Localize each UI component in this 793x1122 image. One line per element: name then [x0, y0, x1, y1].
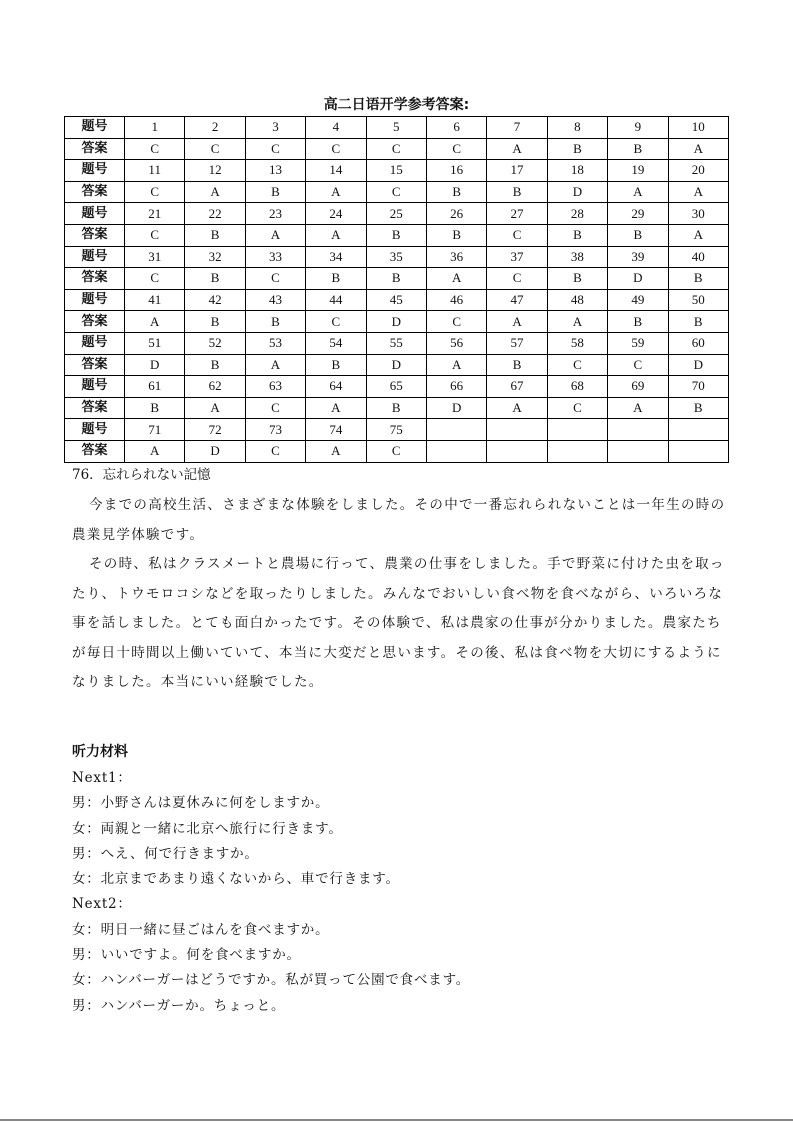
question-number-cell: 46 [426, 289, 486, 311]
answer-cell: B [185, 268, 245, 290]
question-number-cell: 33 [245, 246, 305, 268]
answer-cell: A [306, 224, 366, 246]
answer-cell: A [426, 354, 486, 376]
question-number-row-label: 题号 [65, 117, 125, 139]
answer-cell: A [306, 181, 366, 203]
question-number-cell [668, 419, 728, 441]
question-number-cell: 30 [668, 203, 728, 225]
question-number-cell: 55 [366, 332, 426, 354]
transcript-line: 男：へえ、何で行きますか。 [72, 845, 259, 862]
question-number-cell: 16 [426, 160, 486, 182]
transcript-line: 女：ハンバーガーはどうですか。私が買って公園で食べます。 [72, 972, 471, 989]
answer-cell: B [185, 354, 245, 376]
question-number-row-label: 题号 [65, 160, 125, 182]
answer-cell: B [668, 268, 728, 290]
answer-cell: A [245, 354, 305, 376]
question-number-cell: 52 [185, 332, 245, 354]
answer-cell: C [366, 181, 426, 203]
answer-cell: C [245, 440, 305, 462]
answer-cell: D [366, 311, 426, 333]
answer-cell: A [185, 181, 245, 203]
question-number-cell: 14 [306, 160, 366, 182]
transcript-line: 男：いいですよ。何を食べますか。 [72, 947, 301, 964]
answer-row [65, 268, 729, 290]
transcript-line: 女：明日一緒に昼ごはんを食べますか。 [72, 921, 330, 938]
question-number-cell: 37 [487, 246, 547, 268]
answer-cell: D [426, 397, 486, 419]
question-number-cell: 35 [366, 246, 426, 268]
question-number-row-label: 题号 [65, 376, 125, 398]
question-number-cell: 64 [306, 376, 366, 398]
answer-cell: C [366, 440, 426, 462]
answer-cell: A [306, 397, 366, 419]
answer-row-label: 答案 [65, 268, 125, 290]
answer-cell: C [426, 311, 486, 333]
answer-cell: B [245, 181, 305, 203]
question-number-cell: 56 [426, 332, 486, 354]
answer-row [65, 224, 729, 246]
answer-cell: B [245, 311, 305, 333]
answer-cell: B [608, 311, 668, 333]
answer-row-label: 答案 [65, 138, 125, 160]
answer-cell: C [487, 224, 547, 246]
answer-cell: C [245, 268, 305, 290]
question-number-row-label: 题号 [65, 246, 125, 268]
answer-cell: B [608, 138, 668, 160]
question-number-cell: 34 [306, 246, 366, 268]
question-number-cell: 63 [245, 376, 305, 398]
question-number-cell: 69 [608, 376, 668, 398]
question-number-cell: 29 [608, 203, 668, 225]
question-number-cell: 32 [185, 246, 245, 268]
question-number-cell: 36 [426, 246, 486, 268]
answer-cell: B [547, 138, 607, 160]
question-number-cell: 58 [547, 332, 607, 354]
answer-cell: C [426, 138, 486, 160]
answer-cell: B [547, 224, 607, 246]
question-number-cell: 68 [547, 376, 607, 398]
question-number-row-label: 题号 [65, 203, 125, 225]
question-number-cell: 17 [487, 160, 547, 182]
transcript-line: Next2： [72, 896, 132, 913]
question-number-cell: 59 [608, 332, 668, 354]
transcript-line: 女：両親と一緒に北京へ旅行に行きます。 [72, 820, 343, 837]
transcript-line: 男：ハンバーガーか。ちょっと。 [72, 997, 286, 1014]
question-number-cell: 53 [245, 332, 305, 354]
question-number-cell: 22 [185, 203, 245, 225]
answer-cell: C [125, 181, 185, 203]
page-title: 高二日语开学参考答案: [323, 97, 470, 113]
question-number-cell: 49 [608, 289, 668, 311]
question-number-cell: 65 [366, 376, 426, 398]
question-number-cell: 26 [426, 203, 486, 225]
question-number-cell: 10 [668, 117, 728, 139]
transcript-line: 女：北京まであまり遠くないから、車で行きます。 [72, 871, 400, 888]
question-number-cell: 28 [547, 203, 607, 225]
answer-cell: A [668, 181, 728, 203]
answer-cell: A [668, 224, 728, 246]
answer-cell: A [487, 397, 547, 419]
question-number-cell: 12 [185, 160, 245, 182]
question-number-row [65, 376, 729, 398]
question-number-cell: 40 [668, 246, 728, 268]
answer-cell: B [608, 224, 668, 246]
question-number-cell: 38 [547, 246, 607, 268]
transcript-line: Next1： [72, 770, 132, 786]
answer-row-label: 答案 [65, 397, 125, 419]
answer-cell: B [185, 311, 245, 333]
answer-cell: B [487, 354, 547, 376]
essay-heading: 76．忘れられない記憶 [72, 467, 211, 483]
answer-cell: C [245, 397, 305, 419]
answer-cell: B [426, 181, 486, 203]
question-number-cell: 42 [185, 289, 245, 311]
answer-cell: B [668, 311, 728, 333]
question-number-cell: 4 [306, 117, 366, 139]
question-number-cell: 13 [245, 160, 305, 182]
footer-rule [0, 1119, 793, 1121]
answer-cell: C [306, 311, 366, 333]
answer-cell: A [487, 311, 547, 333]
essay-paragraph: 今までの高校生活、さまざまな体験をしました。その中で一番忘れられないことは一年生の時の農業見学体験です。 [72, 497, 726, 543]
answer-cell: A [547, 311, 607, 333]
answer-cell: B [547, 268, 607, 290]
answer-row-label: 答案 [65, 311, 125, 333]
question-number-cell: 2 [185, 117, 245, 139]
question-number-cell: 8 [547, 117, 607, 139]
question-number-cell: 72 [185, 419, 245, 441]
answer-cell: C [366, 138, 426, 160]
answer-cell: C [185, 138, 245, 160]
answer-cell: B [125, 397, 185, 419]
answer-cell: D [125, 354, 185, 376]
answer-cell: C [125, 224, 185, 246]
question-number-row [65, 246, 729, 268]
answer-cell: A [185, 397, 245, 419]
answer-row [65, 397, 729, 419]
question-number-row [65, 203, 729, 225]
question-number-cell: 1 [125, 117, 185, 139]
question-number-row [65, 289, 729, 311]
question-number-cell: 39 [608, 246, 668, 268]
answer-cell: B [426, 224, 486, 246]
answer-cell: C [245, 138, 305, 160]
answer-cell: A [125, 440, 185, 462]
question-number-row [65, 419, 729, 441]
answer-cell [547, 440, 607, 462]
question-number-cell: 67 [487, 376, 547, 398]
answer-cell: A [426, 268, 486, 290]
question-number-row-label: 题号 [65, 332, 125, 354]
question-number-cell: 50 [668, 289, 728, 311]
question-number-cell [547, 419, 607, 441]
question-number-cell: 24 [306, 203, 366, 225]
answer-cell [426, 440, 486, 462]
question-number-cell: 75 [366, 419, 426, 441]
answer-cell: D [668, 354, 728, 376]
answer-cell: A [608, 397, 668, 419]
question-number-cell: 45 [366, 289, 426, 311]
answer-row [65, 354, 729, 376]
question-number-cell: 48 [547, 289, 607, 311]
essay-paragraph: その時、私はクラスメートと農場に行って、農業の仕事をしました。手で野菜に付けた虫を取ったり、トウモロコシなどを取ったりしました。みんなでおいしい食べ物を食べながら、いろいろな事を話しました。とても面白かったです。その体験で、私は農家の仕事が分かりました。農家たちが毎日十時間以上働いていて、本当に大変だと思います。その後、私は食べ物を大切にするようになりました。本当にいい経験でした。 [72, 556, 725, 690]
question-number-row [65, 160, 729, 182]
question-number-cell: 21 [125, 203, 185, 225]
listening-title: 听力材料 [72, 744, 128, 760]
answer-cell [668, 440, 728, 462]
question-number-cell: 47 [487, 289, 547, 311]
question-number-row-label: 题号 [65, 419, 125, 441]
question-number-cell: 43 [245, 289, 305, 311]
question-number-cell [608, 419, 668, 441]
essay-body [72, 491, 732, 698]
question-number-cell: 23 [245, 203, 305, 225]
question-number-cell [426, 419, 486, 441]
transcript-line: 男：小野さんは夏休みに何をしますか。 [72, 795, 330, 812]
question-number-cell: 51 [125, 332, 185, 354]
answer-cell: A [125, 311, 185, 333]
question-number-cell: 20 [668, 160, 728, 182]
answer-cell: C [608, 354, 668, 376]
question-number-cell: 41 [125, 289, 185, 311]
question-number-cell: 66 [426, 376, 486, 398]
answer-cell [487, 440, 547, 462]
answer-cell: B [487, 181, 547, 203]
question-number-cell: 7 [487, 117, 547, 139]
answer-table [64, 116, 729, 463]
question-number-cell [487, 419, 547, 441]
answer-cell: D [547, 181, 607, 203]
question-number-cell: 11 [125, 160, 185, 182]
answer-row-label: 答案 [65, 354, 125, 376]
answer-cell: A [487, 138, 547, 160]
question-number-cell: 25 [366, 203, 426, 225]
answer-cell: B [306, 268, 366, 290]
question-number-cell: 54 [306, 332, 366, 354]
answer-cell: A [608, 181, 668, 203]
question-number-row [65, 332, 729, 354]
answer-cell: C [306, 138, 366, 160]
question-number-cell: 15 [366, 160, 426, 182]
answer-row-label: 答案 [65, 440, 125, 462]
question-number-cell: 3 [245, 117, 305, 139]
question-number-cell: 44 [306, 289, 366, 311]
answer-cell: C [547, 397, 607, 419]
answer-cell: D [608, 268, 668, 290]
answer-cell: D [185, 440, 245, 462]
question-number-cell: 6 [426, 117, 486, 139]
question-number-cell: 73 [245, 419, 305, 441]
answer-row [65, 440, 729, 462]
answer-cell: C [547, 354, 607, 376]
answer-cell: B [185, 224, 245, 246]
answer-cell: A [668, 138, 728, 160]
answer-cell: B [306, 354, 366, 376]
answer-row [65, 138, 729, 160]
answer-cell: D [366, 354, 426, 376]
question-number-cell: 18 [547, 160, 607, 182]
answer-cell: B [366, 224, 426, 246]
question-number-cell: 19 [608, 160, 668, 182]
question-number-row [65, 117, 729, 139]
question-number-cell: 9 [608, 117, 668, 139]
answer-row [65, 311, 729, 333]
question-number-cell: 57 [487, 332, 547, 354]
question-number-cell: 60 [668, 332, 728, 354]
listening-transcript [72, 766, 732, 1019]
question-number-cell: 71 [125, 419, 185, 441]
question-number-cell: 61 [125, 376, 185, 398]
question-number-cell: 62 [185, 376, 245, 398]
question-number-row-label: 题号 [65, 289, 125, 311]
question-number-cell: 74 [306, 419, 366, 441]
answer-cell: B [366, 397, 426, 419]
answer-cell: C [487, 268, 547, 290]
answer-cell: A [306, 440, 366, 462]
answer-cell: B [366, 268, 426, 290]
answer-row-label: 答案 [65, 181, 125, 203]
answer-row-label: 答案 [65, 224, 125, 246]
answer-cell: B [668, 397, 728, 419]
question-number-cell: 27 [487, 203, 547, 225]
question-number-cell: 31 [125, 246, 185, 268]
answer-cell: C [125, 268, 185, 290]
answer-cell: C [125, 138, 185, 160]
answer-cell [608, 440, 668, 462]
answer-cell: A [245, 224, 305, 246]
answer-row [65, 181, 729, 203]
question-number-cell: 5 [366, 117, 426, 139]
question-number-cell: 70 [668, 376, 728, 398]
